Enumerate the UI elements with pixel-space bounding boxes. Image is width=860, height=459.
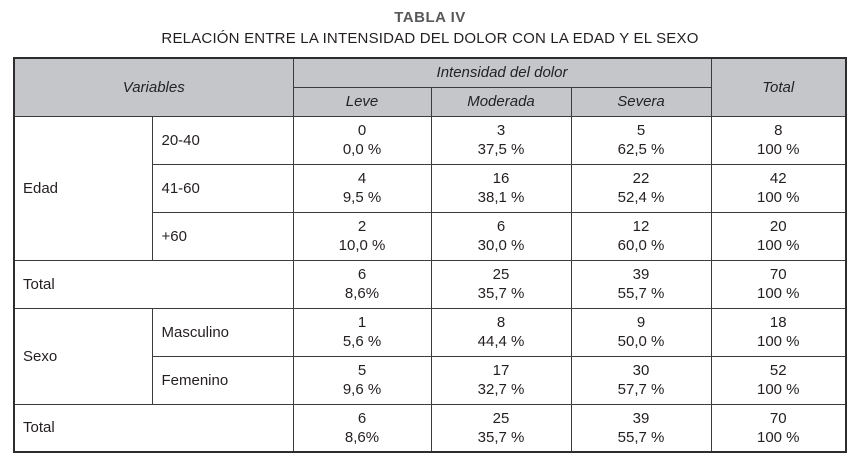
cell-percent: 32,7 %	[477, 381, 525, 398]
table-title: TABLA IV	[394, 9, 466, 26]
cell-count: 18	[769, 314, 787, 331]
row-label-total: Total	[14, 260, 293, 308]
cell-percent: 55,7 %	[617, 428, 665, 446]
cell-count: 5	[357, 362, 367, 379]
cell-severa	[571, 356, 711, 404]
cell-percent: 100 %	[756, 189, 800, 206]
cell-percent: 8,6%	[344, 428, 380, 446]
cell-percent: 8,6%	[344, 285, 380, 302]
cell-percent: 100 %	[756, 333, 800, 350]
cell-percent: 55,7 %	[617, 285, 665, 302]
cell-count: 16	[492, 170, 510, 187]
cell-count: 0	[357, 122, 367, 139]
cell-count: 42	[769, 170, 787, 187]
cell-percent: 38,1 %	[477, 189, 525, 206]
cell-count: 39	[632, 266, 650, 283]
cell-percent: 100 %	[756, 285, 800, 302]
cell-count: 4	[357, 170, 367, 187]
cell-percent: 50,0 %	[617, 333, 665, 350]
header-leve: Leve	[293, 87, 431, 116]
cell-severa	[571, 164, 711, 212]
cell-severa	[571, 260, 711, 308]
row-label-41-60: 41-60	[153, 164, 293, 212]
cell-count: 52	[769, 362, 787, 379]
cell-percent: 100 %	[756, 237, 800, 254]
cell-leve	[293, 260, 431, 308]
table-row-sexo-masculino	[14, 308, 846, 356]
row-label-masculino: Masculino	[153, 308, 293, 356]
cell-percent: 35,7 %	[477, 285, 525, 302]
cell-count: 9	[636, 314, 646, 331]
cell-count: 8	[774, 122, 783, 139]
cell-count: 20	[769, 218, 787, 235]
cell-moderada	[431, 116, 571, 164]
cell-leve	[293, 164, 431, 212]
cell-leve	[293, 212, 431, 260]
cell-percent: 100 %	[756, 141, 800, 158]
cell-count: 30	[632, 362, 650, 379]
row-label-femenino: Femenino	[153, 356, 293, 404]
cell-total	[711, 260, 846, 308]
cell-total	[711, 116, 846, 164]
cell-count: 8	[496, 314, 506, 331]
table-body	[14, 116, 846, 452]
cell-severa	[571, 308, 711, 356]
cell-percent: 5,6 %	[342, 333, 382, 350]
cell-count: 2	[357, 218, 367, 235]
cell-count: 22	[632, 170, 650, 187]
cell-count: 6	[496, 218, 506, 235]
cell-leve	[293, 116, 431, 164]
cell-moderada	[431, 404, 571, 452]
cell-leve	[293, 404, 431, 452]
cell-percent: 0,0 %	[342, 141, 382, 158]
row-label-total: Total	[14, 404, 293, 452]
cell-count: 1	[357, 314, 367, 331]
cell-leve	[293, 308, 431, 356]
header-total: Total	[711, 58, 846, 116]
header-variables: Variables	[14, 58, 293, 116]
cell-severa	[571, 212, 711, 260]
table-row-edad-20-40	[14, 116, 846, 164]
table-row-total-edad	[14, 260, 846, 308]
row-group-edad: Edad	[14, 116, 153, 260]
table-row-total-sexo	[14, 404, 846, 452]
header-row-1	[14, 58, 846, 87]
cell-percent: 52,4 %	[617, 189, 665, 206]
cell-count: 39	[632, 409, 650, 427]
cell-count: 12	[632, 218, 650, 235]
cell-percent: 62,5 %	[617, 141, 665, 158]
cell-leve	[293, 356, 431, 404]
header-intensity: Intensidad del dolor	[293, 58, 711, 87]
header-moderada: Moderada	[431, 87, 571, 116]
cell-count: 25	[492, 266, 510, 283]
cell-total	[711, 404, 846, 452]
header-severa: Severa	[571, 87, 711, 116]
cell-percent: 9,5 %	[342, 189, 382, 206]
cell-count: 6	[357, 266, 367, 283]
cell-percent: 30,0 %	[477, 237, 525, 254]
cell-severa	[571, 116, 711, 164]
table-header	[14, 58, 846, 116]
cell-percent: 100 %	[756, 428, 800, 446]
cell-moderada	[431, 164, 571, 212]
cell-percent: 37,5 %	[477, 141, 525, 158]
cell-count: 6	[357, 409, 367, 427]
cell-moderada	[431, 308, 571, 356]
row-group-sexo: Sexo	[14, 308, 153, 404]
data-table	[13, 57, 847, 453]
cell-percent: 60,0 %	[617, 237, 665, 254]
cell-percent: 100 %	[756, 381, 800, 398]
cell-count: 17	[492, 362, 510, 379]
cell-count: 5	[636, 122, 646, 139]
cell-count: 25	[492, 409, 510, 427]
cell-count: 70	[769, 409, 787, 427]
cell-moderada	[431, 260, 571, 308]
cell-count: 3	[496, 122, 506, 139]
cell-percent: 44,4 %	[477, 333, 525, 350]
cell-total	[711, 164, 846, 212]
cell-total	[711, 308, 846, 356]
cell-total	[711, 212, 846, 260]
cell-moderada	[431, 212, 571, 260]
row-label-20-40: 20-40	[153, 116, 293, 164]
row-label-60plus: +60	[153, 212, 293, 260]
cell-moderada	[431, 356, 571, 404]
cell-count: 70	[769, 266, 787, 283]
cell-percent: 57,7 %	[617, 381, 665, 398]
cell-percent: 10,0 %	[338, 237, 386, 254]
cell-total	[711, 356, 846, 404]
table-subtitle: RELACIÓN ENTRE LA INTENSIDAD DEL DOLOR CON LA EDAD Y EL SEXO	[161, 30, 699, 47]
cell-percent: 35,7 %	[477, 428, 525, 446]
cell-percent: 9,6 %	[342, 381, 382, 398]
cell-severa	[571, 404, 711, 452]
